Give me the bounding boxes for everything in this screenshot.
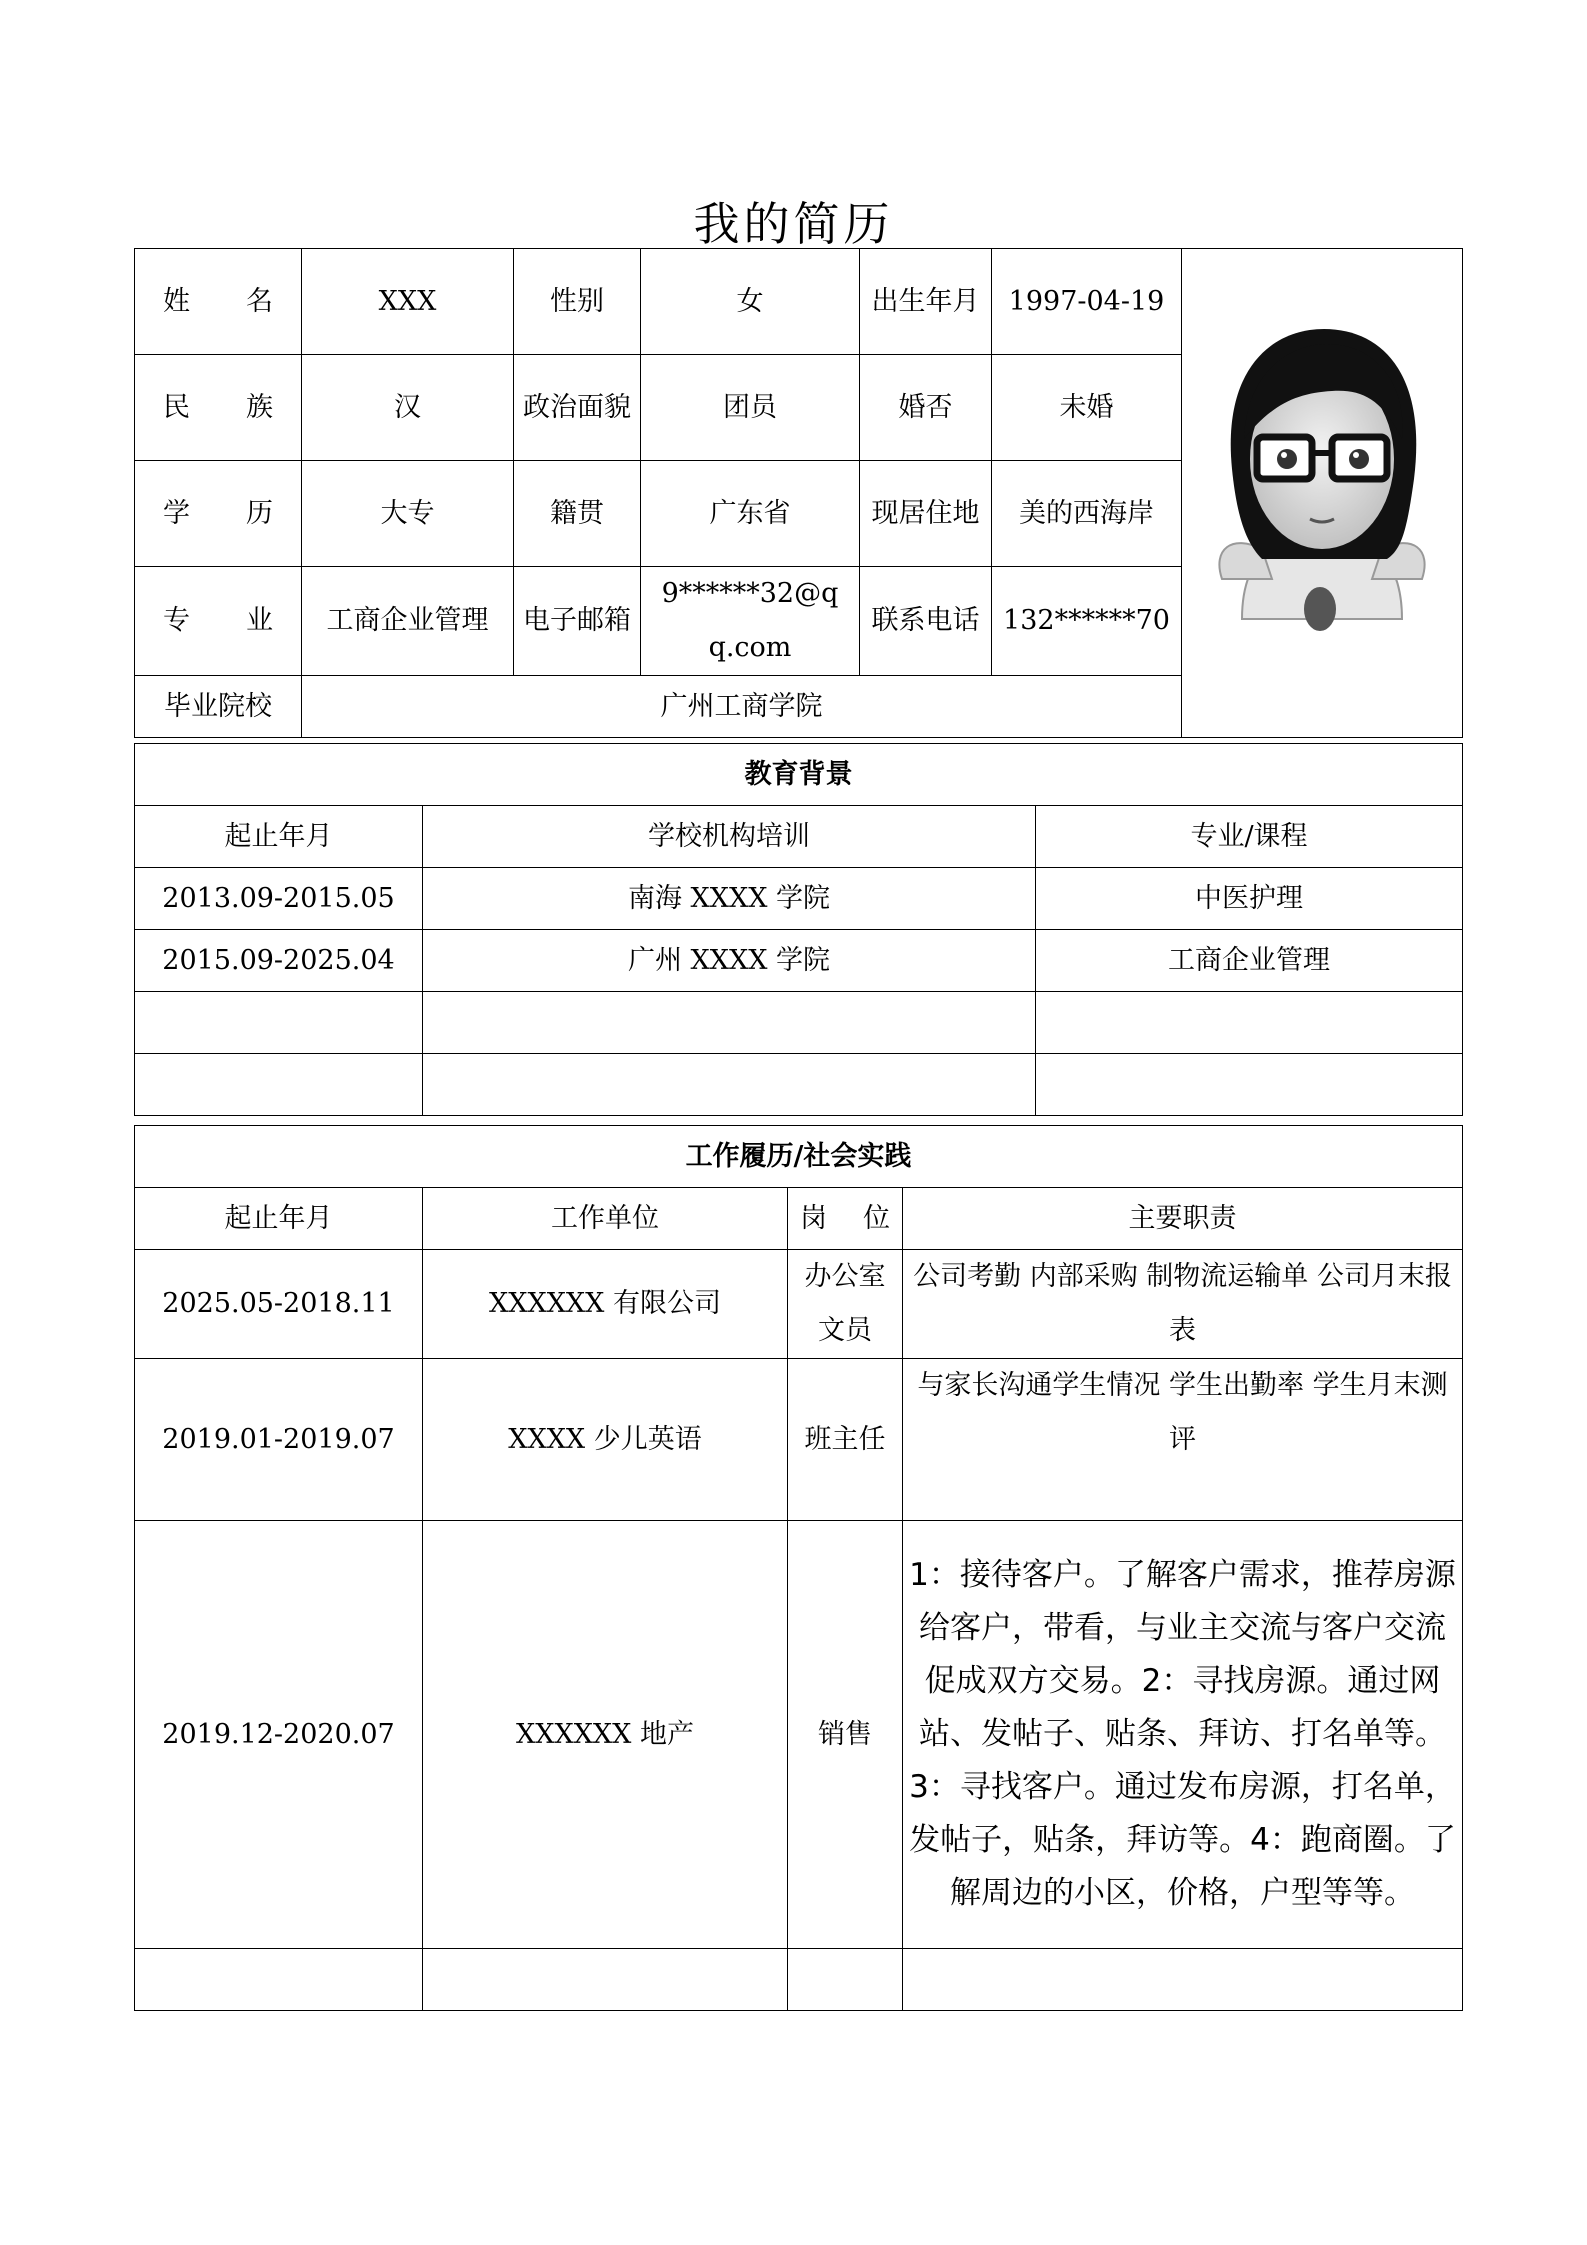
page-title: 我的简历	[693, 197, 894, 251]
position-header-char1: 岗	[800, 1202, 827, 1234]
work-table	[134, 1125, 1463, 2011]
position-header-char2: 位	[863, 1202, 890, 1234]
origin-label: 籍贯	[514, 461, 641, 567]
edu-period: 2015.09-2025.04	[135, 930, 423, 992]
work-period: 2019.12-2020.07	[135, 1521, 423, 1949]
work-duties: 公司考勤 内部采购 制物流运输单 公司月末报表	[903, 1250, 1463, 1359]
table-row	[135, 1359, 1463, 1521]
work-duties	[903, 1949, 1463, 2011]
work-period	[135, 1949, 423, 2011]
work-position: 办公室文员	[788, 1250, 903, 1359]
edu-school	[423, 1054, 1036, 1116]
cartoon-girl-portrait-icon	[1202, 319, 1442, 649]
edu-header-period: 起止年月	[135, 806, 423, 868]
name-label	[135, 249, 302, 355]
education-label-char2: 历	[246, 497, 273, 529]
major-label	[135, 567, 302, 676]
edu-major: 工商企业管理	[1036, 930, 1463, 992]
political-value: 团员	[641, 355, 860, 461]
major-label-char2: 业	[246, 605, 273, 636]
work-period: 2019.01-2019.07	[135, 1359, 423, 1521]
personal-info-table	[134, 248, 1463, 738]
table-row	[135, 930, 1463, 992]
residence-value: 美的西海岸	[992, 461, 1182, 567]
table-row	[135, 1250, 1463, 1359]
major-value: 工商企业管理	[302, 567, 514, 676]
photo-cell	[1182, 249, 1463, 738]
edu-header-school: 学校机构培训	[423, 806, 1036, 868]
education-section-title: 教育背景	[135, 744, 1463, 806]
gender-label: 性别	[514, 249, 641, 355]
edu-school	[423, 992, 1036, 1054]
marital-label: 婚否	[860, 355, 992, 461]
edu-major	[1036, 992, 1463, 1054]
edu-school: 广州 XXXX 学院	[423, 930, 1036, 992]
work-company: XXXXXX 地产	[423, 1521, 788, 1949]
major-label-char1: 专	[163, 605, 190, 636]
work-section-title: 工作履历/社会实践	[135, 1126, 1463, 1188]
work-position: 销售	[788, 1521, 903, 1949]
education-label-char1: 学	[163, 497, 190, 529]
work-header-duties: 主要职责	[903, 1188, 1463, 1250]
origin-value: 广东省	[641, 461, 860, 567]
work-header-period: 起止年月	[135, 1188, 423, 1250]
name-label-char1: 姓	[163, 285, 190, 317]
work-company	[423, 1949, 788, 2011]
work-position	[788, 1949, 903, 2011]
ethnicity-label-char2: 族	[246, 391, 273, 423]
marital-value: 未婚	[992, 355, 1182, 461]
table-row	[135, 868, 1463, 930]
edu-period	[135, 992, 423, 1054]
work-period: 2025.05-2018.11	[135, 1250, 423, 1359]
edu-school: 南海 XXXX 学院	[423, 868, 1036, 930]
education-value: 大专	[302, 461, 514, 567]
email-value: 9******32@qq.com	[641, 567, 860, 676]
work-duties: 1：接待客户。了解客户需求，推荐房源给客户，带看，与业主交流与客户交流促成双方交易。2：寻找房源。通过网站、发帖子、贴条、拜访、打名单等。3：寻找客户。通过发布房源，打名单，发帖子，贴条，拜访等。4：跑商圈。了解周边的小区，价格，户型等等。	[903, 1521, 1463, 1949]
name-label-char2: 名	[246, 285, 273, 317]
work-header-company: 工作单位	[423, 1188, 788, 1250]
ethnicity-value: 汉	[302, 355, 514, 461]
ethnicity-label-char1: 民	[163, 391, 190, 423]
phone-label: 联系电话	[860, 567, 992, 676]
table-row	[135, 1949, 1463, 2011]
political-label: 政治面貌	[514, 355, 641, 461]
education-table	[134, 743, 1463, 1116]
edu-major	[1036, 1054, 1463, 1116]
email-label: 电子邮箱	[514, 567, 641, 676]
edu-header-major: 专业/课程	[1036, 806, 1463, 868]
work-company: XXXXXX 有限公司	[423, 1250, 788, 1359]
work-duties: 与家长沟通学生情况 学生出勤率 学生月末测评	[903, 1359, 1463, 1521]
gender-value: 女	[641, 249, 860, 355]
residence-label: 现居住地	[860, 461, 992, 567]
work-header-position	[788, 1188, 903, 1250]
ethnicity-label	[135, 355, 302, 461]
work-company: XXXX 少儿英语	[423, 1359, 788, 1521]
school-value: 广州工商学院	[302, 676, 1182, 738]
phone-value: 132******70	[992, 567, 1182, 676]
edu-period: 2013.09-2015.05	[135, 868, 423, 930]
table-row	[135, 992, 1463, 1054]
birth-label: 出生年月	[860, 249, 992, 355]
table-row	[135, 1521, 1463, 1949]
name-value: XXX	[302, 249, 514, 355]
school-label: 毕业院校	[135, 676, 302, 738]
education-label	[135, 461, 302, 567]
table-row	[135, 1054, 1463, 1116]
work-position: 班主任	[788, 1359, 903, 1521]
edu-major: 中医护理	[1036, 868, 1463, 930]
edu-period	[135, 1054, 423, 1116]
birth-value: 1997-04-19	[992, 249, 1182, 355]
